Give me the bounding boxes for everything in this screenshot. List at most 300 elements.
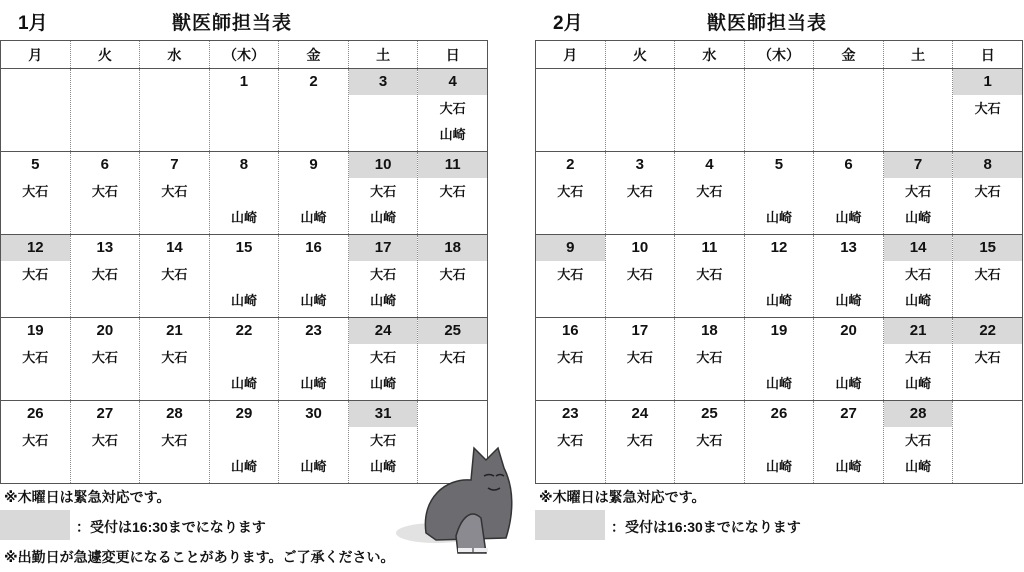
day-cell [536,69,606,152]
day-number: 16 [561,322,579,339]
day-cell [536,152,606,235]
vet-oishi [606,95,675,123]
vet-yamazaki [606,123,675,151]
day-number: 25 [701,405,718,422]
vet-oishi [814,427,883,455]
vet-yamazaki: 山崎 [765,376,792,391]
vet-oishi: 大石 [626,267,653,282]
vet-yamazaki [884,123,953,151]
day-cell [744,235,814,318]
vet-oishi: 大石 [370,184,397,199]
day-number: 28 [884,401,953,427]
week-row [1,152,488,235]
day-cell [348,152,418,235]
day-number: 27 [840,405,857,422]
weekday-header: 火 [70,41,140,69]
day-cell [744,69,814,152]
day-cell [279,401,349,484]
day-number: 12 [770,239,788,256]
schedule-table [535,40,1023,484]
vet-yamazaki [1,372,70,400]
legend-text: ：受付は16:30までになります [611,519,801,535]
day-cell [348,318,418,401]
vet-yamazaki [606,455,675,483]
day-cell [418,235,488,318]
vet-yamazaki [814,123,883,151]
vet-oishi: 大石 [626,350,653,365]
vet-oishi: 大石 [22,350,49,365]
vet-oishi: 大石 [22,267,49,282]
day-cell [70,69,140,152]
day-number: 11 [701,239,718,256]
vet-oishi [210,261,279,289]
vet-oishi: 大石 [696,184,723,199]
day-cell [536,401,606,484]
vet-yamazaki [71,289,140,317]
legend-shade-swatch [535,510,605,540]
vet-oishi: 大石 [439,350,466,365]
day-number: 15 [953,235,1022,261]
day-cell [536,235,606,318]
weekday-header: 土 [348,41,418,69]
vet-yamazaki: 山崎 [765,210,792,225]
vet-oishi: 大石 [91,184,118,199]
day-cell [279,235,349,318]
vet-oishi: 大石 [905,184,932,199]
day-number: 10 [349,152,418,178]
day-number: 9 [536,235,605,261]
vet-yamazaki [953,372,1022,400]
vet-yamazaki: 山崎 [905,459,932,474]
week-row [536,69,1023,152]
day-number [140,69,209,95]
vet-yamazaki [953,455,1022,483]
weekday-header: 月 [536,41,606,69]
vet-oishi [279,261,348,289]
vet-yamazaki [210,123,279,151]
day-number [606,69,675,95]
day-number: 20 [96,322,114,339]
day-number: 8 [953,152,1022,178]
vet-yamazaki: 山崎 [835,376,862,391]
day-cell [814,69,884,152]
day-number: 19 [26,322,44,339]
vet-yamazaki [1,455,70,483]
schedule-table [0,40,488,484]
vet-yamazaki: 山崎 [905,210,932,225]
vet-oishi: 大石 [974,267,1001,282]
week-row [536,152,1023,235]
day-cell [953,235,1023,318]
day-number: 30 [305,405,322,422]
day-cell [675,69,745,152]
vet-oishi: 大石 [439,267,466,282]
day-number: 14 [166,239,183,256]
day-number: 5 [31,156,40,173]
day-cell [1,69,71,152]
vet-yamazaki [1,206,70,234]
day-cell [883,235,953,318]
day-number: 2 [309,73,318,90]
day-cell [418,69,488,152]
vet-oishi [536,95,605,123]
vet-oishi [71,95,140,123]
vet-yamazaki: 山崎 [300,376,327,391]
weekday-header: 火 [605,41,675,69]
day-number [1,69,70,95]
vet-oishi: 大石 [161,267,188,282]
vet-oishi [814,344,883,372]
day-number: 15 [235,239,253,256]
vet-yamazaki [71,206,140,234]
vet-oishi: 大石 [905,350,932,365]
day-cell [1,401,71,484]
vet-oishi: 大石 [557,433,584,448]
vet-oishi: 大石 [91,433,118,448]
vet-oishi [884,95,953,123]
day-number: 17 [631,322,649,339]
day-number: 1 [953,69,1022,95]
vet-yamazaki [536,289,605,317]
day-number: 2 [566,156,575,173]
legend-shade-swatch [0,510,70,540]
vet-oishi: 大石 [626,184,653,199]
vet-yamazaki [349,123,418,151]
day-number: 29 [235,405,253,422]
vet-oishi: 大石 [439,101,466,116]
vet-oishi: 大石 [439,184,466,199]
vet-yamazaki [606,289,675,317]
vet-yamazaki [418,206,487,234]
day-number: 21 [884,318,953,344]
vet-oishi: 大石 [91,350,118,365]
weekday-header: 日 [953,41,1023,69]
day-cell [883,152,953,235]
vet-oishi [953,427,1022,455]
weekday-header: 土 [883,41,953,69]
vet-yamazaki [953,289,1022,317]
day-number: 7 [884,152,953,178]
day-cell [1,318,71,401]
vet-oishi: 大石 [22,184,49,199]
vet-yamazaki [536,372,605,400]
week-row [1,69,488,152]
day-number: 18 [701,322,718,339]
day-cell [883,69,953,152]
day-number [884,69,953,95]
day-number: 20 [840,322,857,339]
vet-yamazaki [71,455,140,483]
vet-yamazaki [1,123,70,151]
vet-oishi [279,95,348,123]
vet-yamazaki [279,123,348,151]
day-cell [744,318,814,401]
vet-oishi [745,95,814,123]
day-cell [1,235,71,318]
day-number: 23 [305,322,322,339]
day-number: 11 [418,152,487,178]
vet-yamazaki [140,372,209,400]
day-cell [675,152,745,235]
vet-oishi: 大石 [557,267,584,282]
vet-yamazaki [71,372,140,400]
vet-yamazaki [536,206,605,234]
vet-oishi: 大石 [370,350,397,365]
day-number [953,401,1022,427]
vet-yamazaki [606,372,675,400]
week-row [1,318,488,401]
day-cell [140,235,210,318]
vet-oishi [210,427,279,455]
weekday-header: 水 [675,41,745,69]
vet-oishi [814,261,883,289]
day-number: 18 [418,235,487,261]
day-number: 27 [96,405,114,422]
vet-yamazaki: 山崎 [230,293,257,308]
day-number: 22 [235,322,253,339]
note-thursday: ※木曜日は緊急対応です。 [539,489,706,505]
day-cell [70,318,140,401]
day-number [418,401,487,427]
day-number: 1 [239,73,249,90]
vet-yamazaki [418,289,487,317]
day-number: 13 [840,239,857,256]
vet-yamazaki: 山崎 [835,459,862,474]
vet-yamazaki [536,455,605,483]
vet-oishi: 大石 [974,101,1001,116]
vet-oishi [745,344,814,372]
day-number: 21 [166,322,183,339]
day-cell [744,152,814,235]
day-cell [209,235,279,318]
vet-oishi: 大石 [974,350,1001,365]
day-number: 8 [239,156,249,173]
day-number [675,69,744,95]
vet-yamazaki: 山崎 [905,376,932,391]
vet-yamazaki [536,123,605,151]
vet-oishi [814,95,883,123]
day-number [536,69,605,95]
day-cell [605,318,675,401]
day-number: 22 [953,318,1022,344]
day-number: 13 [96,239,114,256]
day-cell [953,318,1023,401]
vet-oishi: 大石 [905,433,932,448]
day-cell [953,69,1023,152]
day-number: 6 [844,156,853,173]
day-cell [279,69,349,152]
day-cell [883,401,953,484]
day-cell [605,69,675,152]
day-cell [605,235,675,318]
week-row [536,318,1023,401]
weekday-header: 金 [814,41,884,69]
weekday-header: 水 [140,41,210,69]
vet-yamazaki: 山崎 [230,459,257,474]
vet-yamazaki [675,455,744,483]
vet-yamazaki: 山崎 [300,210,327,225]
vet-oishi [349,95,418,123]
day-number: 28 [166,405,183,422]
month-label: 1月 [18,13,48,34]
vet-oishi: 大石 [696,267,723,282]
month-label: 2月 [553,13,583,34]
day-cell [418,318,488,401]
day-cell [953,152,1023,235]
day-number [71,69,140,95]
vet-yamazaki [140,123,209,151]
day-cell [279,318,349,401]
day-cell [348,235,418,318]
vet-oishi [814,178,883,206]
calendar-february [535,0,1023,572]
vet-yamazaki [140,455,209,483]
day-number: 19 [770,322,788,339]
day-number: 5 [774,156,784,173]
vet-yamazaki: 山崎 [370,210,397,225]
day-number: 24 [631,405,649,422]
day-number: 17 [349,235,418,261]
vet-yamazaki [71,123,140,151]
vet-oishi [140,95,209,123]
vet-oishi: 大石 [370,267,397,282]
vet-yamazaki [606,206,675,234]
day-number: 16 [305,239,322,256]
day-cell [70,152,140,235]
day-cell [536,318,606,401]
vet-yamazaki: 山崎 [300,459,327,474]
vet-yamazaki [140,289,209,317]
vet-yamazaki [140,206,209,234]
vet-oishi: 大石 [370,433,397,448]
day-cell [675,401,745,484]
vet-yamazaki: 山崎 [370,459,397,474]
day-number: 23 [561,405,579,422]
day-cell [1,152,71,235]
day-cell [140,152,210,235]
vet-yamazaki [1,289,70,317]
vet-yamazaki [953,206,1022,234]
day-cell [70,235,140,318]
day-number: 6 [100,156,110,173]
day-cell [814,235,884,318]
note-thursday: ※木曜日は緊急対応です。 [4,489,171,505]
vet-oishi: 大石 [22,433,49,448]
vet-oishi [745,178,814,206]
vet-oishi: 大石 [161,433,188,448]
day-cell [209,69,279,152]
day-cell [605,401,675,484]
week-row [536,235,1023,318]
day-number: 10 [631,239,649,256]
vet-yamazaki [745,123,814,151]
vet-oishi: 大石 [91,267,118,282]
vet-oishi: 大石 [161,350,188,365]
day-number: 24 [349,318,418,344]
vet-yamazaki: 山崎 [835,293,862,308]
weekday-header: （木） [744,41,814,69]
vet-yamazaki [675,123,744,151]
day-number [814,69,883,95]
day-number: 9 [309,156,318,173]
vet-oishi: 大石 [626,433,653,448]
vet-yamazaki: 山崎 [765,459,792,474]
note-change: ※出勤日が急遽変更になることがあります。ご了承ください。 [4,549,395,565]
day-cell [953,401,1023,484]
weekday-header: 金 [279,41,349,69]
day-cell [140,69,210,152]
vet-yamazaki: 山崎 [230,210,257,225]
vet-oishi: 大石 [974,184,1001,199]
day-number: 4 [705,156,714,173]
vet-oishi [210,344,279,372]
day-number: 3 [349,69,418,95]
vet-oishi: 大石 [161,184,188,199]
vet-oishi [279,427,348,455]
week-row [1,235,488,318]
day-cell [883,318,953,401]
day-cell [209,318,279,401]
vet-oishi [1,95,70,123]
vet-yamazaki [953,123,1022,151]
vet-oishi: 大石 [557,184,584,199]
day-number: 3 [635,156,645,173]
vet-yamazaki: 山崎 [300,293,327,308]
weekday-header: 月 [1,41,71,69]
day-number: 31 [349,401,418,427]
vet-yamazaki [675,289,744,317]
vet-oishi [279,178,348,206]
vet-yamazaki [675,372,744,400]
day-cell [209,401,279,484]
day-cell [814,318,884,401]
day-number: 26 [770,405,788,422]
day-cell [814,401,884,484]
day-number: 14 [884,235,953,261]
vet-oishi [210,95,279,123]
vet-oishi [745,261,814,289]
day-cell [418,152,488,235]
vet-oishi [279,344,348,372]
vet-oishi [675,95,744,123]
vet-oishi: 大石 [905,267,932,282]
day-number: 7 [170,156,179,173]
vet-yamazaki [418,372,487,400]
page-title: 獣医師担当表 [707,13,828,34]
day-number: 25 [418,318,487,344]
day-number: 26 [26,405,44,422]
vet-yamazaki: 山崎 [370,293,397,308]
vet-oishi: 大石 [696,433,723,448]
day-cell [675,318,745,401]
vet-yamazaki: 山崎 [835,210,862,225]
vet-yamazaki: 山崎 [370,376,397,391]
vet-oishi [745,427,814,455]
day-number: 12 [1,235,70,261]
vet-yamazaki: 山崎 [230,376,257,391]
day-cell [140,401,210,484]
legend-text: ：受付は16:30までになります [76,519,266,535]
day-cell [209,152,279,235]
day-cell [279,152,349,235]
weekday-header: 日 [418,41,488,69]
vet-oishi [210,178,279,206]
vet-yamazaki: 山崎 [765,293,792,308]
vet-yamazaki: 山崎 [905,293,932,308]
day-cell [605,152,675,235]
day-cell [348,69,418,152]
weekday-header: （木） [209,41,279,69]
